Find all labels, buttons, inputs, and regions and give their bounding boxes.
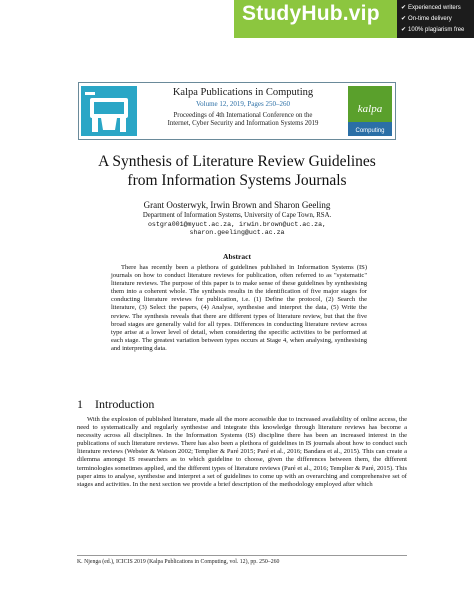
volume-info: Volume 12, 2019, Pages 250–260 — [196, 100, 290, 108]
proceedings-line: Proceedings of 4th International Conference on the — [173, 112, 313, 119]
studyhub-logo[interactable]: StudyHub.vip — [242, 2, 380, 25]
footer-divider — [77, 555, 407, 556]
banner-feature-text: On-time delivery — [408, 16, 452, 22]
studyhub-banner[interactable] — [234, 0, 474, 38]
citation-footer: K. Njenga (ed.), ICICIS 2019 (Kalpa Publications in Computing, vol. 12), pp. 250–260 — [77, 559, 280, 565]
publisher-info — [141, 87, 345, 128]
banner-feature-text: 100% plagiarism free — [408, 27, 465, 33]
publisher-name: Kalpa Publications in Computing — [172, 87, 314, 98]
email-link[interactable]: ostgra001@myuct.ac.za, irwin.brown@uct.ac.za, — [147, 220, 327, 228]
proceedings-info — [141, 112, 345, 128]
affiliation-block — [40, 212, 434, 238]
kalpa-computing-logo — [348, 86, 392, 136]
logo-word: kalpa — [357, 103, 383, 115]
kalpa-robot-logo — [81, 86, 137, 136]
title-line: A Synthesis of Literature Review Guidelines — [98, 153, 376, 170]
banner-feature — [401, 14, 472, 25]
paper-title — [40, 152, 434, 190]
proceedings-line: Internet, Cyber Security and Information Systems 2019 — [167, 120, 319, 127]
abstract-heading: Abstract — [223, 252, 251, 261]
abstract-text: There has recently been a plethora of guidelines published in Information Systems (IS) journals on how to conduct literature reviews for publication, often referred to as "systematic" literature reviews. The purpose of this paper is to make sense of these guidelines by synthesising them into a coherent whole. The synthesis results in the identification of five major stages for conducting literature reviews for publication, i.e. (1) Define the protocol, (2) Search the literature, (3) Select the papers, (4) Analyse, synthesise and interpret the data, (5) Write the review. The synthesis reveals that there are different types of literature review, but that the five broad stages are generally valid for all types. Differences in conducting literature review across type arise at a lower level of detail, when considering the specific activities to be performed at each stage. The greatest variation between types occurs at Stage 4, when analysing, synthesising and interpreting data. — [111, 264, 367, 352]
affiliation: Department of Information Systems, University of Cape Town, RSA. — [142, 212, 332, 219]
title-line: from Information Systems Journals — [127, 172, 347, 189]
section-number: 1 — [77, 397, 83, 411]
check-icon: ✔ — [401, 27, 407, 33]
logo-subword: Computing — [355, 128, 385, 134]
section-title: Introduction — [95, 397, 155, 411]
introduction-text: With the explosion of published literature, made all the more accessible due to increased availability of online access, the need to systematically and regularly synthesise and integrate this knowledge through literature reviews has become a necessity across all disciplines. In the Information Systems (IS) discipline there has been an increased interest in the publications of such literature reviews. There has also been a plethora of guidelines in IS journals about how to conduct such literature reviews (Webster & Watson 2002; Templier & Paré 2015; Paré et al., 2016; Bandara et al., 2015). This can create a dilemma amongst IS researchers as to which guideline to choose, given the differences between them, the different terminologies sometimes applied, and the different types of literature reviews (Paré et al., 2016; Templier & Paré, 2015). This paper aims to analyse, synthesise and interpret a set of guidelines to come up with an overarching and comprehensive set of stages and activities. In the next section we provide a brief description of the methodology employed after which — [77, 416, 407, 488]
banner-feature-list — [397, 0, 474, 38]
authors: Grant Oosterwyk, Irwin Brown and Sharon Geeling — [143, 200, 331, 210]
section-heading — [77, 397, 154, 412]
check-icon: ✔ — [401, 5, 407, 11]
publisher-header — [78, 82, 396, 140]
banner-feature — [401, 25, 472, 36]
email-link[interactable]: sharon.geeling@uct.ac.za — [189, 229, 285, 236]
banner-feature — [401, 3, 472, 14]
banner-feature-text: Experienced writers — [408, 5, 461, 11]
check-icon: ✔ — [401, 16, 407, 22]
